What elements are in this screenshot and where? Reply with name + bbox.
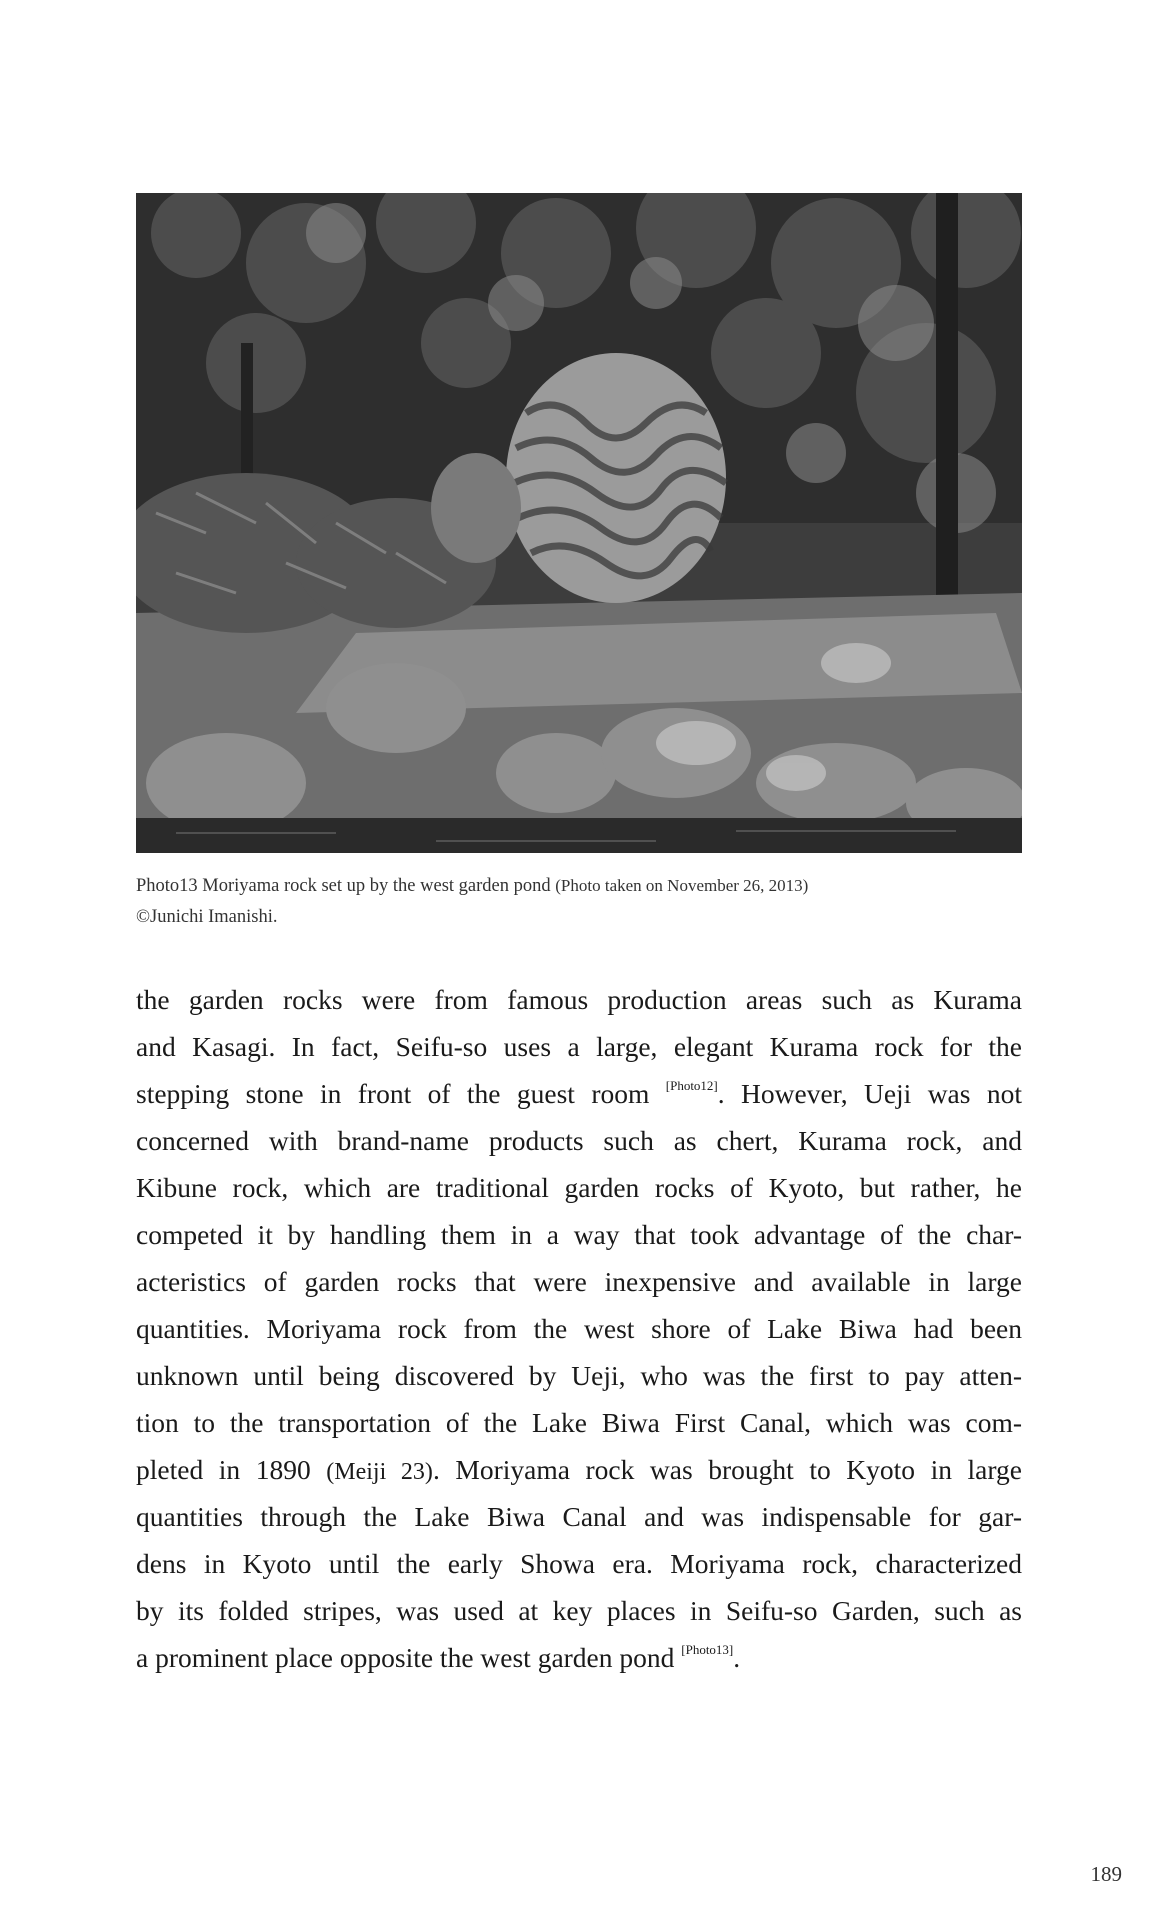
body-line-text: stepping stone in front of the guest room: [136, 1078, 666, 1109]
body-line-text: . Moriyama rock was brought to Kyoto in large: [432, 1454, 1022, 1485]
body-paragraph: [136, 976, 1022, 1681]
body-line: quantities. Moriyama rock from the west shore of Lake Biwa had been: [136, 1313, 1022, 1344]
body-line: unknown until being discovered by Ueji, who was the first to pay atten-: [136, 1360, 1022, 1391]
body-line-text: a prominent place opposite the west garden pond: [136, 1642, 682, 1673]
body-line: [136, 1634, 1022, 1681]
body-line: [136, 1070, 1022, 1117]
body-line: the garden rocks were from famous production areas such as Kurama: [136, 984, 1022, 1015]
caption-label: Photo13 Moriyama rock set up by the west garden pond: [136, 876, 556, 896]
era-note: (Meiji 23): [326, 1459, 433, 1485]
body-line: by its folded stripes, was used at key places in Seifu-so Garden, such as: [136, 1595, 1022, 1626]
body-line: quantities through the Lake Biwa Canal and was indispensable for gar-: [136, 1501, 1022, 1532]
body-line-text: . However, Ueji was not: [717, 1078, 1022, 1109]
garden-photo-drawing: [136, 193, 1022, 853]
photo-caption: [136, 870, 1036, 933]
body-line: tion to the transportation of the Lake Biwa First Canal, which was com-: [136, 1407, 1022, 1438]
photo-reference: [Photo12]: [665, 1078, 718, 1093]
photo-reference: [Photo13]: [681, 1642, 734, 1657]
body-line: competed it by handling them in a way that took advantage of the char-: [136, 1219, 1022, 1250]
body-line: and Kasagi. In fact, Seifu-so uses a large, elegant Kurama rock for the: [136, 1031, 1022, 1062]
body-line: acteristics of garden rocks that were inexpensive and available in large: [136, 1266, 1022, 1297]
body-line: concerned with brand-name products such as chert, Kurama rock, and: [136, 1125, 1022, 1156]
page-number: 189: [1090, 1862, 1122, 1886]
body-line-text: .: [733, 1642, 741, 1673]
garden-photo: [136, 193, 1022, 853]
caption-date: (Photo taken on November 26, 2013): [555, 876, 809, 895]
body-line: dens in Kyoto until the early Showa era. Moriyama rock, characterized: [136, 1548, 1022, 1579]
body-line: Kibune rock, which are traditional garden rocks of Kyoto, but rather, he: [136, 1172, 1022, 1203]
body-line: [136, 1446, 1022, 1493]
body-line-text: pleted in 1890: [136, 1454, 327, 1485]
caption-credit: ©Junichi Imanishi.: [136, 907, 278, 927]
